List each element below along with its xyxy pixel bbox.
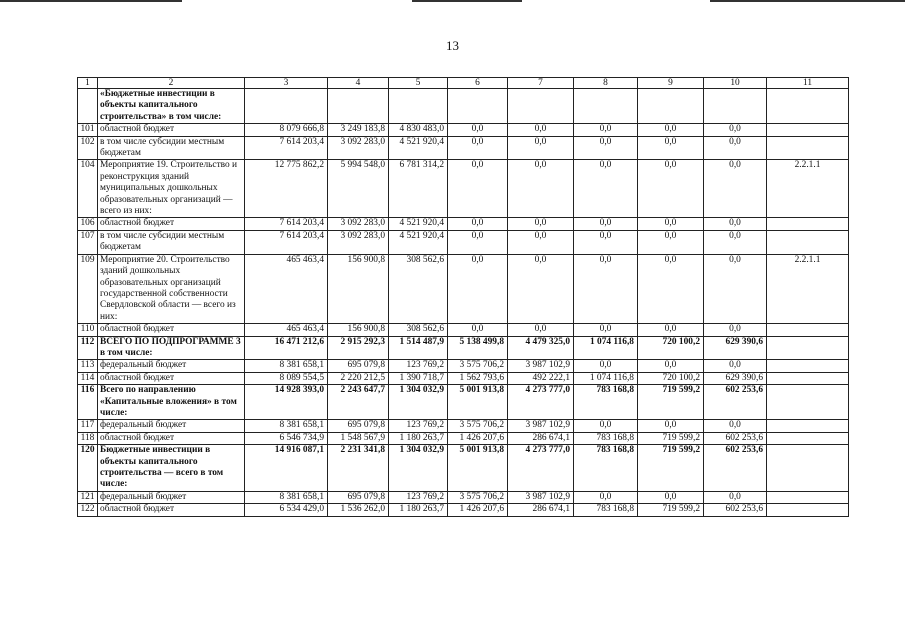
value-col-7: 0,0: [508, 324, 574, 336]
value-col-7: 4 273 777,0: [508, 445, 574, 492]
row-description: областной бюджет: [98, 504, 245, 516]
value-col-8: 0,0: [574, 124, 638, 136]
value-col-8: 0,0: [574, 420, 638, 432]
value-col-5: 308 562,6: [389, 254, 448, 323]
value-col-10: 602 253,6: [704, 504, 767, 516]
value-col-8: 0,0: [574, 218, 638, 230]
table-row: [78, 372, 849, 384]
row-number: 122: [78, 504, 98, 516]
value-total: 8 089 554,5: [245, 372, 328, 384]
value-col-7: 0,0: [508, 218, 574, 230]
value-col-5: 6 781 314,2: [389, 160, 448, 218]
table-row: [78, 445, 849, 492]
row-description: областной бюджет: [98, 124, 245, 136]
header-cell: 4: [328, 78, 389, 89]
value-col-10: 602 253,6: [704, 445, 767, 492]
value-col-9: 719 599,2: [638, 432, 704, 444]
value-col-8: 0,0: [574, 230, 638, 254]
target-indicator: [767, 385, 849, 420]
value-col-6: 0,0: [448, 124, 508, 136]
row-description: Мероприятие 19. Строительство и реконструкция зданий муниципальных дошкольных образовательных организаций — всего из них:: [98, 160, 245, 218]
header-cell: 1: [78, 78, 98, 89]
value-col-4: 695 079,8: [328, 420, 389, 432]
row-number: [78, 89, 98, 124]
table-row: [78, 504, 849, 516]
value-total: 465 463,4: [245, 254, 328, 323]
row-number: 102: [78, 136, 98, 160]
value-col-10: 0,0: [704, 160, 767, 218]
value-col-8: 0,0: [574, 160, 638, 218]
value-total: 8 381 658,1: [245, 491, 328, 503]
value-col-4: 695 079,8: [328, 491, 389, 503]
value-col-4: 156 900,8: [328, 254, 389, 323]
target-indicator: [767, 89, 849, 124]
value-col-7: 0,0: [508, 230, 574, 254]
table-row: [78, 160, 849, 218]
row-description: областной бюджет: [98, 218, 245, 230]
row-description: областной бюджет: [98, 372, 245, 384]
header-cell: 9: [638, 78, 704, 89]
value-col-10: 0,0: [704, 420, 767, 432]
value-total: 8 381 658,1: [245, 420, 328, 432]
header-cell: 2: [98, 78, 245, 89]
value-col-4: 2 915 292,3: [328, 336, 389, 360]
value-col-10: 629 390,6: [704, 372, 767, 384]
value-col-10: 602 253,6: [704, 432, 767, 444]
value-col-6: 1 426 207,6: [448, 432, 508, 444]
target-indicator: [767, 324, 849, 336]
value-col-5: 123 769,2: [389, 491, 448, 503]
value-total: 7 614 203,4: [245, 218, 328, 230]
value-col-7: 286 674,1: [508, 432, 574, 444]
header-cell: 5: [389, 78, 448, 89]
value-col-5: [389, 89, 448, 124]
value-col-6: [448, 89, 508, 124]
value-total: 12 775 862,2: [245, 160, 328, 218]
value-col-7: 4 479 325,0: [508, 336, 574, 360]
value-col-10: 629 390,6: [704, 336, 767, 360]
value-col-6: 3 575 706,2: [448, 420, 508, 432]
value-col-5: 4 521 920,4: [389, 218, 448, 230]
row-number: 117: [78, 420, 98, 432]
value-col-5: 123 769,2: [389, 360, 448, 372]
value-col-4: 1 548 567,9: [328, 432, 389, 444]
value-col-4: 156 900,8: [328, 324, 389, 336]
value-col-7: 0,0: [508, 136, 574, 160]
value-col-5: 1 390 718,7: [389, 372, 448, 384]
value-total: 7 614 203,4: [245, 136, 328, 160]
row-number: 120: [78, 445, 98, 492]
value-col-9: 720 100,2: [638, 372, 704, 384]
value-col-8: 0,0: [574, 136, 638, 160]
header-cell: 6: [448, 78, 508, 89]
budget-table: [77, 77, 849, 517]
value-col-7: 0,0: [508, 160, 574, 218]
value-col-9: 719 599,2: [638, 504, 704, 516]
value-total: 8 381 658,1: [245, 360, 328, 372]
header-cell: 10: [704, 78, 767, 89]
row-number: 112: [78, 336, 98, 360]
target-indicator: [767, 218, 849, 230]
table-row: [78, 336, 849, 360]
value-col-6: 0,0: [448, 254, 508, 323]
table-row: [78, 89, 849, 124]
target-indicator: [767, 336, 849, 360]
value-col-4: 1 536 262,0: [328, 504, 389, 516]
table-row: [78, 491, 849, 503]
value-total: 6 546 734,9: [245, 432, 328, 444]
row-number: 118: [78, 432, 98, 444]
target-indicator: [767, 372, 849, 384]
value-col-9: 0,0: [638, 324, 704, 336]
target-indicator: [767, 230, 849, 254]
value-col-6: 0,0: [448, 218, 508, 230]
value-col-7: 4 273 777,0: [508, 385, 574, 420]
top-rule-right: [710, 0, 905, 2]
row-description: областной бюджет: [98, 432, 245, 444]
row-description: областной бюджет: [98, 324, 245, 336]
value-col-7: 3 987 102,9: [508, 360, 574, 372]
target-indicator: [767, 136, 849, 160]
target-indicator: [767, 491, 849, 503]
value-col-5: 4 521 920,4: [389, 136, 448, 160]
value-col-4: 3 092 283,0: [328, 136, 389, 160]
value-col-6: 0,0: [448, 230, 508, 254]
value-col-4: 3 249 183,8: [328, 124, 389, 136]
value-col-6: 3 575 706,2: [448, 491, 508, 503]
value-col-4: [328, 89, 389, 124]
header-cell: 7: [508, 78, 574, 89]
value-col-8: 1 074 116,8: [574, 372, 638, 384]
value-col-8: 783 168,8: [574, 445, 638, 492]
value-col-5: 123 769,2: [389, 420, 448, 432]
value-col-10: 0,0: [704, 324, 767, 336]
value-col-8: 0,0: [574, 254, 638, 323]
row-description: Всего по направлению «Капитальные вложения» в том числе:: [98, 385, 245, 420]
value-total: 6 534 429,0: [245, 504, 328, 516]
value-col-5: 4 521 920,4: [389, 230, 448, 254]
value-col-10: 0,0: [704, 360, 767, 372]
row-number: 109: [78, 254, 98, 323]
value-total: 14 916 087,1: [245, 445, 328, 492]
target-indicator: [767, 420, 849, 432]
table-row: [78, 218, 849, 230]
table-row: [78, 360, 849, 372]
row-number: 101: [78, 124, 98, 136]
value-col-9: 0,0: [638, 160, 704, 218]
table-row: [78, 254, 849, 323]
target-indicator: [767, 124, 849, 136]
value-col-6: 5 138 499,8: [448, 336, 508, 360]
value-col-6: 1 562 793,6: [448, 372, 508, 384]
row-description: федеральный бюджет: [98, 491, 245, 503]
page-number: 13: [446, 38, 459, 53]
value-col-9: 0,0: [638, 124, 704, 136]
row-description: «Бюджетные инвестиции в объекты капитального строительства» в том числе:: [98, 89, 245, 124]
value-total: 16 471 212,6: [245, 336, 328, 360]
row-description: ВСЕГО ПО ПОДПРОГРАММЕ 3 в том числе:: [98, 336, 245, 360]
row-description: в том числе субсидии местным бюджетам: [98, 230, 245, 254]
value-col-4: 695 079,8: [328, 360, 389, 372]
value-col-6: 0,0: [448, 136, 508, 160]
value-col-8: [574, 89, 638, 124]
value-total: 7 614 203,4: [245, 230, 328, 254]
row-description: Бюджетные инвестиции в объекты капитального строительства — всего в том числе:: [98, 445, 245, 492]
row-description: федеральный бюджет: [98, 420, 245, 432]
target-indicator: 2.2.1.1: [767, 160, 849, 218]
top-rule-middle: [412, 0, 522, 2]
value-col-6: 3 575 706,2: [448, 360, 508, 372]
value-col-6: 5 001 913,8: [448, 385, 508, 420]
value-col-9: 0,0: [638, 218, 704, 230]
value-col-9: 720 100,2: [638, 336, 704, 360]
value-col-4: 3 092 283,0: [328, 218, 389, 230]
value-col-4: 2 231 341,8: [328, 445, 389, 492]
value-col-10: 0,0: [704, 136, 767, 160]
value-col-10: 0,0: [704, 254, 767, 323]
row-number: 116: [78, 385, 98, 420]
value-col-4: 5 994 548,0: [328, 160, 389, 218]
value-col-6: 0,0: [448, 160, 508, 218]
table-header-row: [78, 78, 849, 89]
value-col-7: 3 987 102,9: [508, 491, 574, 503]
value-col-7: 0,0: [508, 254, 574, 323]
header-cell: 11: [767, 78, 849, 89]
row-number: 110: [78, 324, 98, 336]
value-col-8: 0,0: [574, 360, 638, 372]
value-col-9: 0,0: [638, 360, 704, 372]
value-col-8: 1 074 116,8: [574, 336, 638, 360]
value-col-9: 0,0: [638, 420, 704, 432]
value-col-5: 1 180 263,7: [389, 432, 448, 444]
target-indicator: [767, 432, 849, 444]
target-indicator: [767, 445, 849, 492]
value-col-10: 602 253,6: [704, 385, 767, 420]
row-description: в том числе субсидии местным бюджетам: [98, 136, 245, 160]
header-cell: 8: [574, 78, 638, 89]
value-col-10: [704, 89, 767, 124]
row-number: 106: [78, 218, 98, 230]
value-col-7: [508, 89, 574, 124]
value-col-8: 0,0: [574, 324, 638, 336]
value-col-8: 783 168,8: [574, 504, 638, 516]
table-row: [78, 420, 849, 432]
target-indicator: [767, 360, 849, 372]
value-col-9: 0,0: [638, 230, 704, 254]
value-col-8: 0,0: [574, 491, 638, 503]
table-row: [78, 385, 849, 420]
row-number: 114: [78, 372, 98, 384]
value-col-8: 783 168,8: [574, 432, 638, 444]
value-col-7: 3 987 102,9: [508, 420, 574, 432]
value-col-5: 4 830 483,0: [389, 124, 448, 136]
top-rule-left: [0, 0, 182, 2]
row-description: федеральный бюджет: [98, 360, 245, 372]
value-col-5: 1 180 263,7: [389, 504, 448, 516]
value-col-9: 719 599,2: [638, 385, 704, 420]
value-col-5: 1 304 032,9: [389, 445, 448, 492]
value-col-6: 1 426 207,6: [448, 504, 508, 516]
table-body: [78, 78, 849, 517]
value-col-10: 0,0: [704, 124, 767, 136]
value-col-8: 783 168,8: [574, 385, 638, 420]
value-col-7: 286 674,1: [508, 504, 574, 516]
value-col-5: 308 562,6: [389, 324, 448, 336]
table-row: [78, 324, 849, 336]
value-col-10: 0,0: [704, 491, 767, 503]
value-total: 8 079 666,8: [245, 124, 328, 136]
row-number: 121: [78, 491, 98, 503]
value-col-9: 0,0: [638, 254, 704, 323]
value-total: [245, 89, 328, 124]
row-description: Мероприятие 20. Строительство зданий дошкольных образовательных организаций государственной собственности Свердловской области — всего из них:: [98, 254, 245, 323]
target-indicator: 2.2.1.1: [767, 254, 849, 323]
table-row: [78, 124, 849, 136]
target-indicator: [767, 504, 849, 516]
value-col-9: 719 599,2: [638, 445, 704, 492]
table-row: [78, 136, 849, 160]
value-total: 14 928 393,0: [245, 385, 328, 420]
value-col-5: 1 514 487,9: [389, 336, 448, 360]
value-total: 465 463,4: [245, 324, 328, 336]
header-cell: 3: [245, 78, 328, 89]
table-row: [78, 230, 849, 254]
value-col-6: 0,0: [448, 324, 508, 336]
row-number: 113: [78, 360, 98, 372]
value-col-9: [638, 89, 704, 124]
value-col-9: 0,0: [638, 136, 704, 160]
value-col-6: 5 001 913,8: [448, 445, 508, 492]
value-col-4: 2 220 212,5: [328, 372, 389, 384]
value-col-10: 0,0: [704, 218, 767, 230]
value-col-4: 2 243 647,7: [328, 385, 389, 420]
value-col-5: 1 304 032,9: [389, 385, 448, 420]
table-row: [78, 432, 849, 444]
row-number: 107: [78, 230, 98, 254]
value-col-10: 0,0: [704, 230, 767, 254]
value-col-7: 0,0: [508, 124, 574, 136]
row-number: 104: [78, 160, 98, 218]
value-col-4: 3 092 283,0: [328, 230, 389, 254]
value-col-9: 0,0: [638, 491, 704, 503]
value-col-7: 492 222,1: [508, 372, 574, 384]
